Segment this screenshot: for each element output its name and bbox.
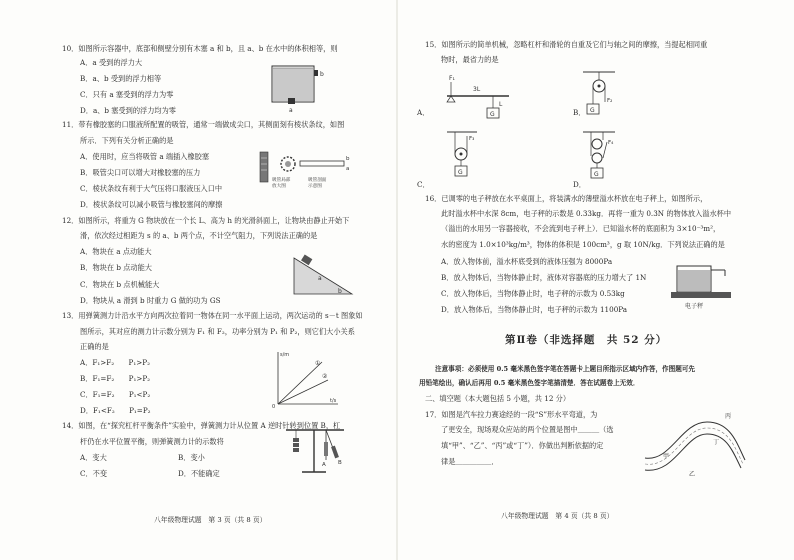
q16-stem-1: 16．已调零的电子秤放在水平桌面上，将装满水的薄壁溢水杯放在电子秤上，如图所示， bbox=[425, 194, 708, 203]
q10-option-d: D．a、b 塞受到的浮力均为零 bbox=[80, 106, 176, 115]
q15-fig-a-lever bbox=[437, 70, 517, 122]
q17-stem-1: 17．如图是汽车拉力赛途经的一段“S”形水平弯道，为 bbox=[425, 410, 598, 419]
q12-option-b: B．物块在 b 点动能大 bbox=[80, 263, 152, 272]
page-4-footer: 八年级物理试题 第 4 页（共 8 页） bbox=[501, 512, 614, 520]
q17-label-jia: 甲 bbox=[663, 453, 670, 460]
q11-option-a: A．使用时，应当将吸管 a 端插入橡胶塞 bbox=[80, 152, 210, 161]
q15-label-c: C． bbox=[417, 180, 430, 189]
q16-option-d: D．放入物体后，当物体静止时，电子秤的示数为 1100Pa bbox=[441, 305, 628, 314]
q16-scale-figure bbox=[669, 262, 743, 312]
q14-label-b: B bbox=[338, 460, 342, 466]
q14-scale-b bbox=[331, 446, 339, 459]
q11-option-b: B．吸管尖口可以增大对橡胶塞的压力 bbox=[80, 168, 201, 177]
note-line-1: 注意事项：必须使用 0.5 毫米黑色签字笔在答题卡上题目所指示区域内作答，作图题可先 bbox=[435, 365, 696, 373]
q15-stem-2: 物时，最省力的是 bbox=[441, 55, 499, 64]
q10-option-a: A．a 受到的浮力大 bbox=[80, 58, 143, 67]
q12-incline-figure bbox=[292, 252, 356, 298]
q13-stem-1: 13．用弹簧测力计沿水平方向两次拉着同一物体在同一水平面上运动，两次运动的 s－t 图象如 bbox=[62, 311, 363, 320]
q12-stem-1: 12．如图所示，将重为 G 物块放在一个长 L、高为 h 的光滑斜面上，让物块由静止开始下 bbox=[62, 216, 350, 225]
q10-plug-a bbox=[288, 98, 295, 104]
q14-stem-2: 杆仍在水平位置平衡，则弹簧测力计的示数将 bbox=[80, 437, 224, 446]
q13-st-graph bbox=[270, 348, 342, 408]
q15-stem-1: 15．如图所示的简单机械，忽略杠杆和滑轮的自重及它们与轴之间的摩擦，当提起相同重 bbox=[425, 40, 708, 49]
q13-axis-s: s/m bbox=[280, 352, 290, 358]
q14-option-b: B．变小 bbox=[178, 453, 205, 462]
q13-label-2: ② bbox=[322, 373, 328, 380]
q11-caption-2: 放大图 bbox=[272, 184, 286, 189]
q14-label-a: A bbox=[322, 462, 326, 468]
q10-label-a: a bbox=[289, 107, 293, 114]
q15-a-l: L bbox=[499, 101, 503, 108]
q15-d-f4: F₄ bbox=[608, 140, 614, 146]
q13-line-2 bbox=[278, 380, 328, 404]
q15-c-g: G bbox=[458, 169, 463, 176]
q15-label-a: A． bbox=[417, 108, 430, 117]
q13-stem-2: 图所示，其对应的测力计示数分别为 F₁ 和 F₂，功率分别为 P₁ 和 P₂，则它们大小关系 bbox=[80, 327, 355, 336]
q13-stem-3: 正确的是 bbox=[80, 342, 109, 351]
q14-option-c: C．不变 bbox=[80, 469, 108, 478]
section-fill-heading: 二、填空题（本大题包括 5 小题，共 12 分） bbox=[425, 394, 571, 403]
q11-caption-3: 吸管剖面 bbox=[308, 178, 327, 183]
q15-fig-c-pulley bbox=[445, 128, 489, 184]
q16-option-b: B．放入物体后，当物体静止时，液体对容器底的压力增大了 1N bbox=[441, 273, 647, 282]
q15-c-f3: F₃ bbox=[469, 136, 475, 142]
q17-label-bing: 丙 bbox=[725, 413, 732, 420]
q15-b-g: G bbox=[590, 107, 595, 114]
q15-a-g: G bbox=[490, 111, 495, 118]
q16-option-c: C．放入物体后，当物体静止时，电子秤的示数为 0.53kg bbox=[441, 289, 625, 298]
q16-stem-2: 此时溢水杯中水深 8cm，电子秤的示数是 0.33kg．再将一重为 0.3N 的物体放入溢水杯中 bbox=[441, 209, 732, 218]
q11-stem-2: 所示．下列有关分析正确的是 bbox=[80, 136, 174, 145]
page-3-footer: 八年级物理试题 第 3 页（共 8 页） bbox=[154, 516, 267, 524]
q16-stem-4: 水的密度为 1.0×10³kg/m³，物体的体积是 100cm³，g 取 10N/kg．下列说法正确的是 bbox=[441, 240, 725, 249]
q10-label-b: b bbox=[320, 71, 324, 78]
q12-stem-2: 滑，依次经过相距为 s 的 a、b 两个点，不计空气阻力，下列说法正确的是 bbox=[80, 231, 318, 240]
page-4 bbox=[397, 0, 794, 560]
q16-scale-label: 电子秤 bbox=[685, 303, 704, 310]
q15-fig-d-pulley bbox=[579, 128, 623, 186]
q17-road-figure bbox=[641, 400, 751, 478]
q15-label-d: D． bbox=[573, 180, 586, 189]
q16-stem-3: （溢出的水用另一容器接收，不会流到电子秤上）．已知溢水杯的底面积为 3×10⁻³m²， bbox=[441, 224, 721, 233]
q15-label-b: B． bbox=[573, 108, 586, 117]
q14-scale-a bbox=[324, 442, 328, 456]
q11-caption-4: 示意图 bbox=[308, 184, 322, 189]
q14-stem-1: 14．如图，在“探究杠杆平衡条件”实验中，弹簧测力计从位置 A 逆时针转到位置 B，杠 bbox=[62, 421, 341, 430]
q15-a-3l: 3L bbox=[473, 86, 481, 93]
q13-origin: 0 bbox=[272, 404, 276, 410]
q11-option-d: D．棱状条纹可以减小吸管与橡胶塞间的摩擦 bbox=[80, 200, 223, 209]
q14-option-d: D．不能确定 bbox=[178, 469, 220, 478]
q17-label-ding: 丁 bbox=[713, 439, 720, 446]
section-2-title: 第Ⅱ卷（非选择题 共 52 分） bbox=[505, 334, 668, 346]
q13-option-d: D．F₁<F₂ P₁=P₂ bbox=[80, 406, 151, 415]
q11-option-c: C．棱状条纹有利于大气压将口服液压入口中 bbox=[80, 184, 223, 193]
q15-d-g: G bbox=[594, 171, 599, 178]
q11-label-a: a bbox=[346, 166, 350, 172]
q13-axis-t: t/s bbox=[330, 398, 337, 404]
q17-stem-2: 了更安全，现场观众应站的两个位置是图中＿＿＿（选 bbox=[441, 425, 614, 434]
q11-label-b: b bbox=[346, 156, 350, 162]
q10-option-b: B．a、b 受到的浮力相等 bbox=[80, 74, 162, 83]
q14-lever-figure bbox=[282, 420, 348, 476]
q17-label-yi: 乙 bbox=[689, 471, 696, 478]
note-line-2: 用铅笔绘出，确认后再用 0.5 毫米黑色签字笔描清楚．答在试题卷上无效． bbox=[419, 379, 640, 387]
q13-option-a: A．F₁>F₂ P₁>P₂ bbox=[80, 358, 150, 367]
q11-straw-figure bbox=[258, 150, 350, 192]
q16-option-a: A．放入物体前，溢水杯底受到的液体压强为 8000Pa bbox=[441, 257, 613, 266]
q11-stem-1: 11．带有橡胶塞的口服液所配置的吸管，通常一端做成尖口，其侧面刻有棱状条纹，如图 bbox=[62, 120, 345, 129]
q12-label-b: b bbox=[338, 288, 342, 295]
q17-stem-3: 填“甲”、“乙”、“丙”或“丁”）．你做出判断依据的定 bbox=[441, 441, 604, 450]
q13-option-c: C．F₁=F₂ P₁<P₂ bbox=[80, 390, 151, 399]
q14-option-a: A．变大 bbox=[80, 453, 107, 462]
q12-option-d: D．物块从 a 滑到 b 时重力 G 做的功为 GS bbox=[80, 296, 221, 305]
q12-label-a: a bbox=[318, 275, 322, 282]
q12-option-a: A．物块在 a 点动能大 bbox=[80, 247, 152, 256]
q10-container-figure bbox=[270, 58, 330, 114]
q12-option-c: C．物块在 b 点机械能大 bbox=[80, 280, 160, 289]
q10-stem: 10．如图所示容器中，底部和侧壁分别有木塞 a 和 b，且 a、b 在水中的体积相等，则 bbox=[62, 44, 338, 53]
q13-line-1 bbox=[278, 362, 322, 404]
q10-plug-b bbox=[314, 70, 318, 76]
q15-a-f1: F₁ bbox=[449, 75, 455, 82]
q11-caption-1: 吸管局部 bbox=[272, 178, 291, 183]
q15-b-f2: F₂ bbox=[607, 98, 613, 104]
q13-label-1: ① bbox=[315, 360, 321, 367]
q10-option-c: C．只有 a 塞受到的浮力为零 bbox=[80, 90, 174, 99]
q17-stem-4: 律是＿＿＿＿＿． bbox=[441, 457, 499, 466]
q13-option-b: B．F₁=F₂ P₁>P₂ bbox=[80, 374, 151, 383]
